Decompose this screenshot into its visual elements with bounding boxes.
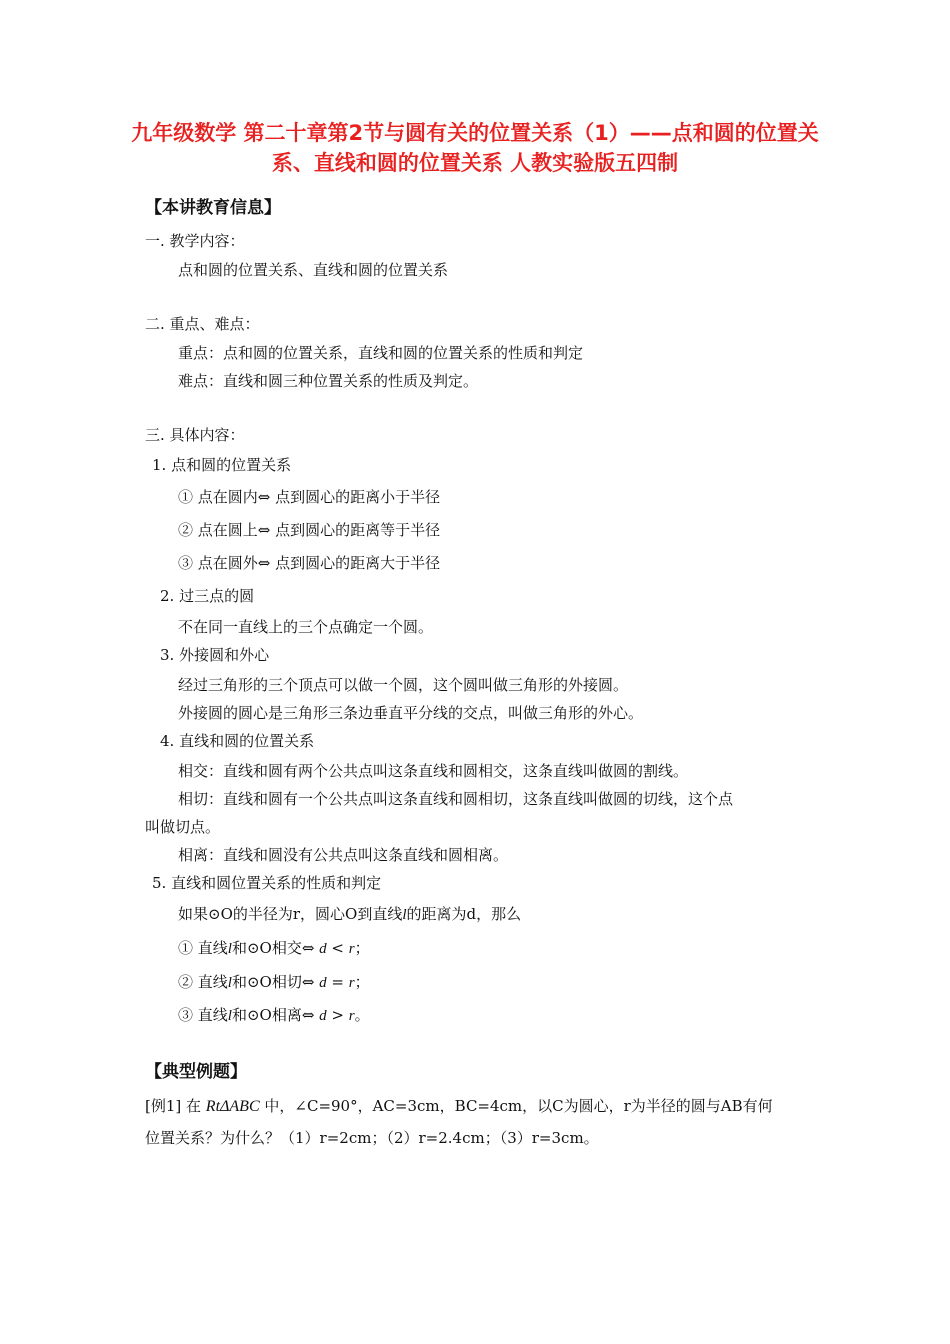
item-num: ② 直线 — [178, 973, 228, 991]
radius-symbol: r — [348, 941, 355, 957]
section-text-content: 点和圆的位置关系、直线和圆的位置关系 — [178, 261, 449, 279]
item-num: ① 直线 — [178, 939, 228, 957]
section-heading-examples: 【典型例题】 — [145, 1062, 247, 1082]
topic4-text: 相切：直线和圆有一个公共点叫这条直线和圆相切，这条直线叫做圆的切线，这个点 — [178, 790, 734, 808]
item-mid: 和⊙O相切⇔ — [231, 973, 320, 991]
topic4-text: 相离：直线和圆没有公共点叫这条直线和圆相离。 — [178, 846, 509, 864]
item-op: = — [326, 973, 349, 991]
example-1-body: 中，∠C=90°，AC=3cm，BC=4cm，以C为圆心，r为半径的圆与AB有何 — [259, 1097, 773, 1115]
section-heading-info: 【本讲教育信息】 — [145, 198, 281, 218]
hard-point-text: 难点：直线和圆三种位置关系的性质及判定。 — [178, 372, 479, 390]
distance-symbol: d — [319, 975, 327, 991]
topic4-text-cont: 叫做切点。 — [145, 818, 221, 836]
topic2-text: 不在同一直线上的三个点确定一个圆。 — [178, 618, 434, 636]
item-op: < — [326, 939, 349, 957]
topic5-item — [178, 972, 370, 993]
item-num: ③ 直线 — [178, 1006, 228, 1024]
topic5-intro — [178, 904, 521, 925]
section-label-keypoints: 二. 重点、难点： — [145, 315, 260, 333]
topic3-text: 经过三角形的三个顶点可以做一个圆，这个圆叫做三角形的外接圆。 — [178, 676, 629, 694]
item-end: ； — [354, 973, 370, 991]
topic-title-4: 4. 直线和圆的位置关系 — [160, 732, 315, 750]
topic5-item — [178, 1005, 370, 1026]
item-end: ； — [354, 939, 370, 957]
item-end: 。 — [354, 1006, 370, 1024]
topic-title-1: 1. 点和圆的位置关系 — [152, 456, 292, 474]
topic3-text: 外接圆的圆心是三角形三条边垂直平分线的交点，叫做三角形的外心。 — [178, 704, 644, 722]
topic5-intro-b: 的距离为d，那么 — [406, 905, 522, 923]
topic-title-2: 2. 过三点的圆 — [160, 587, 255, 605]
topic1-item: ② 点在圆上⇔ 点到圆心的距离等于半径 — [178, 521, 441, 539]
radius-symbol: r — [348, 975, 355, 991]
section-label-details: 三. 具体内容： — [145, 426, 245, 444]
distance-symbol: d — [319, 1008, 327, 1024]
example-1-line-2: 位置关系？为什么？（1）r=2cm；（2）r=2.4cm；（3）r=3cm。 — [145, 1129, 599, 1147]
example-1-prefix: [例1] 在 — [145, 1097, 206, 1115]
example-1-line-1 — [145, 1096, 773, 1117]
line-symbol: l — [227, 975, 232, 991]
topic1-item: ① 点在圆内⇔ 点到圆心的距离小于半径 — [178, 488, 441, 506]
item-op: > — [326, 1006, 349, 1024]
topic-title-5: 5. 直线和圆位置关系的性质和判定 — [152, 874, 382, 892]
triangle-expression: RtΔABC — [205, 1098, 260, 1115]
item-mid: 和⊙O相交⇔ — [231, 939, 320, 957]
line-symbol: l — [402, 907, 407, 923]
distance-symbol: d — [319, 941, 327, 957]
key-point-text: 重点：点和圆的位置关系，直线和圆的位置关系的性质和判定 — [178, 344, 584, 362]
line-symbol: l — [227, 941, 232, 957]
topic1-item: ③ 点在圆外⇔ 点到圆心的距离大于半径 — [178, 554, 441, 572]
radius-symbol: r — [348, 1008, 355, 1024]
section-label-content: 一. 教学内容： — [145, 232, 245, 250]
topic5-intro-a: 如果⊙O的半径为r，圆心O到直线 — [178, 905, 403, 923]
topic5-item — [178, 938, 370, 959]
topic-title-3: 3. 外接圆和外心 — [160, 646, 270, 664]
document-title: 九年级数学 第二十章第2节与圆有关的位置关系（1）——点和圆的位置关系、直线和圆的位置关系 人教实验版五四制 — [131, 121, 819, 175]
item-mid: 和⊙O相离⇔ — [231, 1006, 320, 1024]
line-symbol: l — [227, 1008, 232, 1024]
topic4-text: 相交：直线和圆有两个公共点叫这条直线和圆相交，这条直线叫做圆的割线。 — [178, 762, 689, 780]
